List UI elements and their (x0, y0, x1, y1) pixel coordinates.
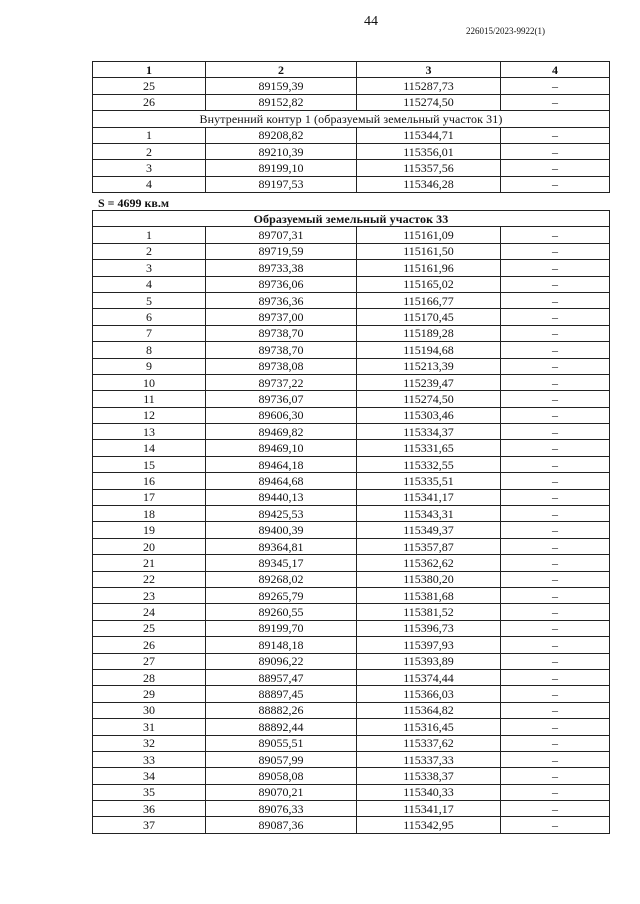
point-number-cell: 14 (93, 440, 206, 456)
note-cell: – (501, 440, 610, 456)
table-row (93, 555, 610, 571)
x-coordinate-cell: 88882,26 (206, 702, 357, 718)
y-coordinate-cell: 115343,31 (357, 506, 501, 522)
point-number-cell: 22 (93, 571, 206, 587)
y-coordinate-cell: 115381,68 (357, 587, 501, 603)
note-cell: – (501, 94, 610, 110)
table-row (93, 489, 610, 505)
table-row (93, 506, 610, 522)
point-number-cell: 27 (93, 653, 206, 669)
y-coordinate-cell: 115161,96 (357, 260, 501, 276)
x-coordinate-cell: 89707,31 (206, 227, 357, 243)
note-cell: – (501, 342, 610, 358)
y-coordinate-cell: 115340,33 (357, 784, 501, 800)
x-coordinate-cell: 89738,70 (206, 325, 357, 341)
table-row (93, 702, 610, 718)
table-row (93, 735, 610, 751)
point-number-cell: 35 (93, 784, 206, 800)
point-number-cell: 21 (93, 555, 206, 571)
note-cell: – (501, 407, 610, 423)
x-coordinate-cell: 89464,68 (206, 473, 357, 489)
table-row (93, 309, 610, 325)
table-row (93, 473, 610, 489)
x-coordinate-cell: 89345,17 (206, 555, 357, 571)
y-coordinate-cell: 115341,17 (357, 801, 501, 817)
x-coordinate-cell: 89070,21 (206, 784, 357, 800)
table-row (93, 78, 610, 94)
x-coordinate-cell: 89736,07 (206, 391, 357, 407)
plot-title: Образуемый земельный участок 33 (93, 211, 610, 227)
note-cell: – (501, 735, 610, 751)
point-number-cell: 6 (93, 309, 206, 325)
note-cell: – (501, 784, 610, 800)
note-cell: – (501, 358, 610, 374)
y-coordinate-cell: 115239,47 (357, 374, 501, 390)
document-code: 226015/2023-9922(1) (466, 26, 545, 36)
x-coordinate-cell: 89210,39 (206, 143, 357, 159)
x-coordinate-cell: 89469,10 (206, 440, 357, 456)
table-row (93, 620, 610, 636)
table-row (93, 176, 610, 192)
x-coordinate-cell: 88897,45 (206, 686, 357, 702)
point-number-cell: 26 (93, 637, 206, 653)
x-coordinate-cell: 89208,82 (206, 127, 357, 143)
note-cell: – (501, 309, 610, 325)
note-cell: – (501, 489, 610, 505)
note-cell: – (501, 325, 610, 341)
point-number-cell: 18 (93, 506, 206, 522)
table-row (93, 276, 610, 292)
point-number-cell: 26 (93, 94, 206, 110)
table-header-row (93, 62, 610, 78)
point-number-cell: 24 (93, 604, 206, 620)
note-cell: – (501, 374, 610, 390)
page-number: 44 (364, 14, 378, 29)
note-cell: – (501, 276, 610, 292)
table-row (93, 587, 610, 603)
coordinates-table-top (92, 61, 610, 193)
x-coordinate-cell: 89606,30 (206, 407, 357, 423)
note-cell: – (501, 620, 610, 636)
y-coordinate-cell: 115397,93 (357, 637, 501, 653)
y-coordinate-cell: 115362,62 (357, 555, 501, 571)
point-number-cell: 20 (93, 538, 206, 554)
note-cell: – (501, 522, 610, 538)
x-coordinate-cell: 89268,02 (206, 571, 357, 587)
y-coordinate-cell: 115357,87 (357, 538, 501, 554)
point-number-cell: 4 (93, 276, 206, 292)
table-row (93, 768, 610, 784)
note-cell: – (501, 538, 610, 554)
x-coordinate-cell: 89440,13 (206, 489, 357, 505)
y-coordinate-cell: 115381,52 (357, 604, 501, 620)
y-coordinate-cell: 115165,02 (357, 276, 501, 292)
x-coordinate-cell: 89087,36 (206, 817, 357, 833)
y-coordinate-cell: 115344,71 (357, 127, 501, 143)
y-coordinate-cell: 115364,82 (357, 702, 501, 718)
y-coordinate-cell: 115303,46 (357, 407, 501, 423)
y-coordinate-cell: 115342,95 (357, 817, 501, 833)
coordinates-table-plot-33 (92, 210, 610, 834)
y-coordinate-cell: 115274,50 (357, 94, 501, 110)
table-row (93, 143, 610, 159)
x-coordinate-cell: 88892,44 (206, 719, 357, 735)
y-coordinate-cell: 115337,33 (357, 751, 501, 767)
point-number-cell: 2 (93, 243, 206, 259)
table-row (93, 160, 610, 176)
x-coordinate-cell: 89736,06 (206, 276, 357, 292)
note-cell: – (501, 456, 610, 472)
table-row (93, 260, 610, 276)
y-coordinate-cell: 115374,44 (357, 669, 501, 685)
y-coordinate-cell: 115337,62 (357, 735, 501, 751)
x-coordinate-cell: 89719,59 (206, 243, 357, 259)
y-coordinate-cell: 115356,01 (357, 143, 501, 159)
column-header: 1 (93, 62, 206, 78)
point-number-cell: 3 (93, 160, 206, 176)
note-cell: – (501, 143, 610, 159)
x-coordinate-cell: 89260,55 (206, 604, 357, 620)
point-number-cell: 36 (93, 801, 206, 817)
y-coordinate-cell: 115166,77 (357, 292, 501, 308)
note-cell: – (501, 702, 610, 718)
y-coordinate-cell: 115194,68 (357, 342, 501, 358)
x-coordinate-cell: 89464,18 (206, 456, 357, 472)
y-coordinate-cell: 115396,73 (357, 620, 501, 636)
point-number-cell: 31 (93, 719, 206, 735)
x-coordinate-cell: 89076,33 (206, 801, 357, 817)
table-row (93, 784, 610, 800)
y-coordinate-cell: 115332,55 (357, 456, 501, 472)
y-coordinate-cell: 115366,03 (357, 686, 501, 702)
x-coordinate-cell: 89737,22 (206, 374, 357, 390)
y-coordinate-cell: 115334,37 (357, 424, 501, 440)
y-coordinate-cell: 115316,45 (357, 719, 501, 735)
note-cell: – (501, 160, 610, 176)
point-number-cell: 11 (93, 391, 206, 407)
point-number-cell: 30 (93, 702, 206, 718)
note-cell: – (501, 653, 610, 669)
y-coordinate-cell: 115349,37 (357, 522, 501, 538)
x-coordinate-cell: 89265,79 (206, 587, 357, 603)
table-row (93, 243, 610, 259)
table-row (93, 751, 610, 767)
note-cell: – (501, 768, 610, 784)
y-coordinate-cell: 115341,17 (357, 489, 501, 505)
table-row (93, 227, 610, 243)
y-coordinate-cell: 115380,20 (357, 571, 501, 587)
x-coordinate-cell: 89057,99 (206, 751, 357, 767)
note-cell: – (501, 669, 610, 685)
y-coordinate-cell: 115338,37 (357, 768, 501, 784)
y-coordinate-cell: 115213,39 (357, 358, 501, 374)
table-row (93, 407, 610, 423)
point-number-cell: 4 (93, 176, 206, 192)
x-coordinate-cell: 89058,08 (206, 768, 357, 784)
y-coordinate-cell: 115274,50 (357, 391, 501, 407)
point-number-cell: 1 (93, 127, 206, 143)
point-number-cell: 5 (93, 292, 206, 308)
table-row (93, 358, 610, 374)
table-row (93, 637, 610, 653)
x-coordinate-cell: 89159,39 (206, 78, 357, 94)
x-coordinate-cell: 89469,82 (206, 424, 357, 440)
note-cell: – (501, 260, 610, 276)
table-row (93, 669, 610, 685)
x-coordinate-cell: 89738,08 (206, 358, 357, 374)
point-number-cell: 2 (93, 143, 206, 159)
y-coordinate-cell: 115189,28 (357, 325, 501, 341)
point-number-cell: 29 (93, 686, 206, 702)
table-row (93, 292, 610, 308)
area-note: S = 4699 кв.м (98, 196, 170, 210)
note-cell: – (501, 719, 610, 735)
table-row (93, 522, 610, 538)
point-number-cell: 10 (93, 374, 206, 390)
x-coordinate-cell: 89096,22 (206, 653, 357, 669)
point-number-cell: 3 (93, 260, 206, 276)
point-number-cell: 28 (93, 669, 206, 685)
note-cell: – (501, 391, 610, 407)
x-coordinate-cell: 89737,00 (206, 309, 357, 325)
x-coordinate-cell: 89055,51 (206, 735, 357, 751)
x-coordinate-cell: 89364,81 (206, 538, 357, 554)
x-coordinate-cell: 89733,38 (206, 260, 357, 276)
table-row (93, 571, 610, 587)
point-number-cell: 16 (93, 473, 206, 489)
point-number-cell: 13 (93, 424, 206, 440)
x-coordinate-cell: 88957,47 (206, 669, 357, 685)
x-coordinate-cell: 89197,53 (206, 176, 357, 192)
point-number-cell: 19 (93, 522, 206, 538)
column-header: 3 (357, 62, 501, 78)
y-coordinate-cell: 115335,51 (357, 473, 501, 489)
table-row (93, 94, 610, 110)
note-cell: – (501, 292, 610, 308)
note-cell: – (501, 751, 610, 767)
note-cell: – (501, 801, 610, 817)
table-row (93, 440, 610, 456)
point-number-cell: 12 (93, 407, 206, 423)
inner-contour-title-row (93, 111, 610, 127)
x-coordinate-cell: 89738,70 (206, 342, 357, 358)
point-number-cell: 9 (93, 358, 206, 374)
point-number-cell: 23 (93, 587, 206, 603)
note-cell: – (501, 424, 610, 440)
table-row (93, 325, 610, 341)
note-cell: – (501, 817, 610, 833)
note-cell: – (501, 587, 610, 603)
column-header: 2 (206, 62, 357, 78)
table-row (93, 817, 610, 833)
note-cell: – (501, 686, 610, 702)
y-coordinate-cell: 115331,65 (357, 440, 501, 456)
y-coordinate-cell: 115161,50 (357, 243, 501, 259)
point-number-cell: 1 (93, 227, 206, 243)
table-row (93, 424, 610, 440)
x-coordinate-cell: 89148,18 (206, 637, 357, 653)
y-coordinate-cell: 115393,89 (357, 653, 501, 669)
table-row (93, 374, 610, 390)
y-coordinate-cell: 115346,28 (357, 176, 501, 192)
note-cell: – (501, 555, 610, 571)
point-number-cell: 37 (93, 817, 206, 833)
note-cell: – (501, 571, 610, 587)
x-coordinate-cell: 89400,39 (206, 522, 357, 538)
column-header: 4 (501, 62, 610, 78)
y-coordinate-cell: 115170,45 (357, 309, 501, 325)
note-cell: – (501, 473, 610, 489)
point-number-cell: 17 (93, 489, 206, 505)
x-coordinate-cell: 89199,10 (206, 160, 357, 176)
y-coordinate-cell: 115161,09 (357, 227, 501, 243)
table-row (93, 127, 610, 143)
table-row (93, 538, 610, 554)
table-row (93, 456, 610, 472)
point-number-cell: 25 (93, 620, 206, 636)
x-coordinate-cell: 89736,36 (206, 292, 357, 308)
y-coordinate-cell: 115287,73 (357, 78, 501, 94)
note-cell: – (501, 78, 610, 94)
y-coordinate-cell: 115357,56 (357, 160, 501, 176)
table-row (93, 342, 610, 358)
note-cell: – (501, 637, 610, 653)
point-number-cell: 7 (93, 325, 206, 341)
point-number-cell: 33 (93, 751, 206, 767)
point-number-cell: 34 (93, 768, 206, 784)
point-number-cell: 25 (93, 78, 206, 94)
x-coordinate-cell: 89152,82 (206, 94, 357, 110)
x-coordinate-cell: 89425,53 (206, 506, 357, 522)
note-cell: – (501, 127, 610, 143)
table-row (93, 604, 610, 620)
point-number-cell: 15 (93, 456, 206, 472)
table-row (93, 391, 610, 407)
table-row (93, 686, 610, 702)
table-row (93, 801, 610, 817)
point-number-cell: 32 (93, 735, 206, 751)
table-row (93, 653, 610, 669)
table-row (93, 719, 610, 735)
note-cell: – (501, 243, 610, 259)
section-title-row (93, 211, 610, 227)
note-cell: – (501, 176, 610, 192)
note-cell: – (501, 604, 610, 620)
inner-contour-title: Внутренний контур 1 (образуемый земельный участок 31) (93, 111, 610, 127)
x-coordinate-cell: 89199,70 (206, 620, 357, 636)
note-cell: – (501, 506, 610, 522)
note-cell: – (501, 227, 610, 243)
point-number-cell: 8 (93, 342, 206, 358)
